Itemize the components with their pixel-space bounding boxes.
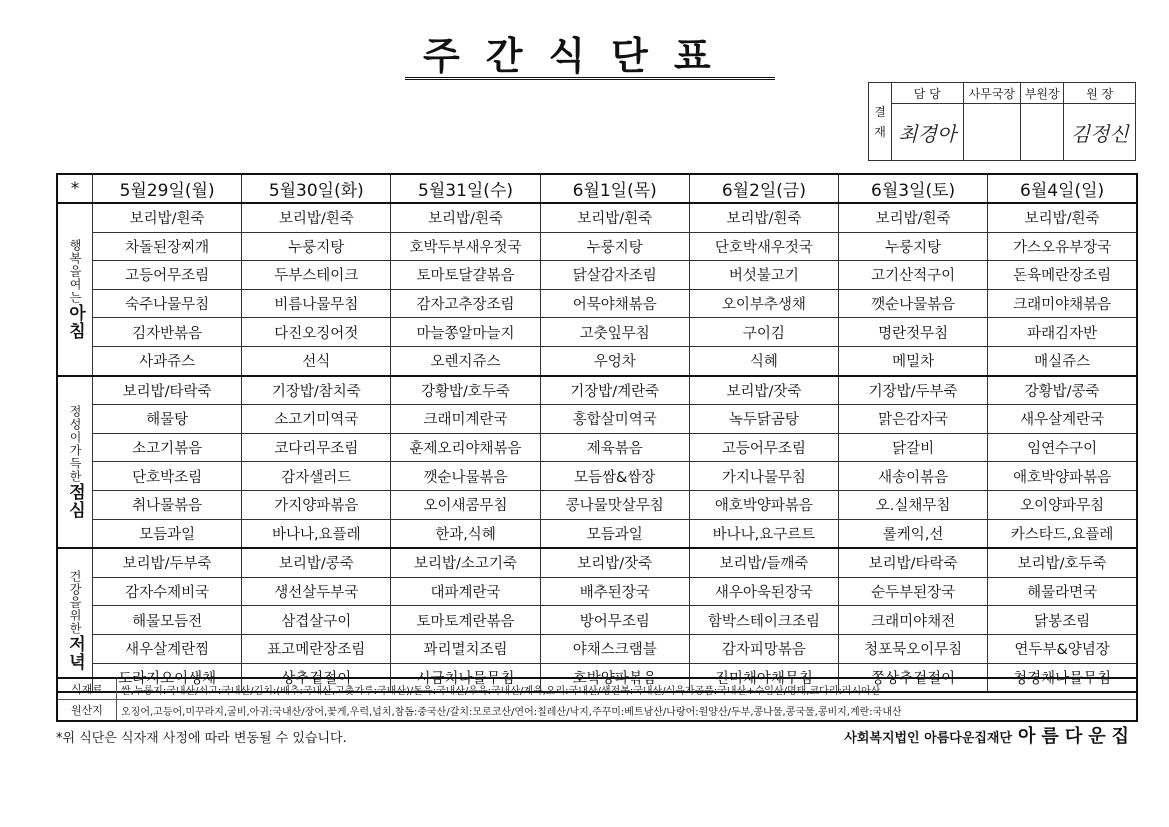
menu-item: 삼겹살구이 [242, 606, 391, 635]
menu-item: 선식 [242, 346, 391, 375]
menu-item: 오이양파무침 [988, 490, 1137, 519]
signature [1021, 104, 1064, 161]
menu-item: 보리밥/잣죽 [689, 376, 838, 405]
menu-item: 오이부추생채 [689, 289, 838, 318]
menu-row [57, 318, 1137, 347]
menu-item: 소고기볶음 [93, 433, 242, 462]
menu-item: 새우살계란찜 [93, 634, 242, 663]
menu-item: 누룽지탕 [839, 232, 988, 261]
menu-item: 청포묵오이무침 [839, 634, 988, 663]
origin-label: 식재료 [57, 678, 117, 700]
menu-item: 표고메란장조림 [242, 634, 391, 663]
date-header: 5월29일(월) [93, 174, 242, 203]
menu-item: 감자샐러드 [242, 462, 391, 491]
origin-line: 쌀,누룽지:국내산/쇠고:국내산/김치:(배추:국내산,고춧가루:국내산)/돈육:국내산/우육:국내산/계육,오리:국내산/생전복:국내산/식육가공품:국내산+수입산/명태,코다리:러시아산 [117, 678, 1138, 700]
signature [963, 104, 1020, 161]
menu-row [57, 203, 1137, 232]
menu-item: 보리밥/흰죽 [391, 203, 540, 232]
menu-item: 도라지오이생채 [93, 663, 242, 692]
menu-item: 롤케익,선 [839, 519, 988, 548]
menu-item: 카스타드,요플레 [988, 519, 1137, 548]
date-header: 5월30일(화) [242, 174, 391, 203]
menu-item: 두부스테이크 [242, 261, 391, 290]
menu-item: 진미채야채무침 [689, 663, 838, 692]
menu-item: 감자피망볶음 [689, 634, 838, 663]
menu-item: 사과쥬스 [93, 346, 242, 375]
organization-name: 사회복지법인 아름다운집재단 아름다운집 [844, 726, 1135, 747]
menu-item: 강황밥/콩죽 [988, 376, 1137, 405]
menu-item: 닭살감자조림 [540, 261, 689, 290]
menu-item: 비름나물무침 [242, 289, 391, 318]
menu-item: 호박두부새우젓국 [391, 232, 540, 261]
menu-row [57, 433, 1137, 462]
menu-item: 청경채나물무침 [988, 663, 1137, 692]
menu-item: 보리밥/흰죽 [839, 203, 988, 232]
weekly-menu-table [56, 173, 1138, 693]
menu-item: 보리밥/흰죽 [93, 203, 242, 232]
corner-cell: * [57, 174, 93, 203]
menu-item: 상추겉절이 [242, 663, 391, 692]
menu-item: 오.실채무침 [839, 490, 988, 519]
menu-item: 기장밥/계란죽 [540, 376, 689, 405]
approval-role: 사무국장 [963, 83, 1020, 104]
menu-row [57, 405, 1137, 434]
menu-item: 가지양파볶음 [242, 490, 391, 519]
date-header: 6월4일(일) [988, 174, 1137, 203]
menu-row [57, 634, 1137, 663]
approval-role: 담 당 [892, 83, 964, 104]
menu-item: 모듬쌈&쌈장 [540, 462, 689, 491]
approval-role: 원 장 [1064, 83, 1136, 104]
menu-item: 단호박조림 [93, 462, 242, 491]
menu-item: 야채스크램블 [540, 634, 689, 663]
change-notice: *위 식단은 식자재 사정에 따라 변동될 수 있습니다. [56, 731, 347, 746]
approval-role: 부원장 [1021, 83, 1064, 104]
menu-item: 깻순나물볶음 [839, 289, 988, 318]
menu-item: 기장밥/참치죽 [242, 376, 391, 405]
menu-item: 고춧잎무침 [540, 318, 689, 347]
menu-item: 해물탕 [93, 405, 242, 434]
menu-item: 바나나,요플레 [242, 519, 391, 548]
menu-item: 애호박양파볶음 [689, 490, 838, 519]
approval-label: 결재 [869, 83, 892, 161]
menu-item: 파래김자반 [988, 318, 1137, 347]
date-header: 6월1일(목) [540, 174, 689, 203]
menu-item: 보리밥/호두죽 [988, 548, 1137, 577]
menu-item: 크래미야채전 [839, 606, 988, 635]
menu-item: 바나나,요구르트 [689, 519, 838, 548]
menu-item: 콩나물맛살무침 [540, 490, 689, 519]
menu-item: 보리밥/두부죽 [93, 548, 242, 577]
origin-label: 원산지 [57, 700, 117, 722]
menu-item: 보리밥/흰죽 [540, 203, 689, 232]
menu-item: 김자반볶음 [93, 318, 242, 347]
meal-label: 행복을여는아침 [57, 203, 93, 376]
menu-item: 구이김 [689, 318, 838, 347]
menu-item: 마늘쫑알마늘지 [391, 318, 540, 347]
menu-item: 매실쥬스 [988, 346, 1137, 375]
menu-item: 한과,식혜 [391, 519, 540, 548]
menu-row [57, 346, 1137, 375]
menu-item: 홍합살미역국 [540, 405, 689, 434]
menu-item: 취나물볶음 [93, 490, 242, 519]
menu-row [57, 289, 1137, 318]
approval-box [868, 82, 1136, 161]
menu-row [57, 519, 1137, 548]
date-header: 6월3일(토) [839, 174, 988, 203]
origin-line: 오징어,고등어,미꾸라지,굴비,아귀:국내산/장어,꽃게,우럭,넙치,참돔:중국산/갈치:모로코산/연어:칠레산/낙지,주꾸미:베트남산/나랑어:원양산/두부,콩나물,콩국물,콩비지,계란:국내산 [117, 700, 1138, 722]
page-title: 주간식단표 [405, 34, 775, 80]
menu-item: 생선살두부국 [242, 577, 391, 606]
menu-item: 보리밥/타락죽 [93, 376, 242, 405]
menu-item: 순두부된장국 [839, 577, 988, 606]
menu-item: 오렌지쥬스 [391, 346, 540, 375]
menu-row [57, 490, 1137, 519]
menu-item: 새송이볶음 [839, 462, 988, 491]
menu-item: 닭봉조림 [988, 606, 1137, 635]
menu-item: 크래미야채볶음 [988, 289, 1137, 318]
menu-item: 강황밥/호두죽 [391, 376, 540, 405]
menu-item: 호박양파볶음 [540, 663, 689, 692]
menu-item: 시금치나물무침 [391, 663, 540, 692]
menu-item: 연두부&양념장 [988, 634, 1137, 663]
menu-item: 대파계란국 [391, 577, 540, 606]
menu-item: 크래미계란국 [391, 405, 540, 434]
menu-item: 보리밥/소고기죽 [391, 548, 540, 577]
menu-item: 고기산적구이 [839, 261, 988, 290]
menu-item: 꽈리멸치조림 [391, 634, 540, 663]
menu-item: 고등어무조림 [93, 261, 242, 290]
menu-item: 새우살계란국 [988, 405, 1137, 434]
menu-item: 코다리무조림 [242, 433, 391, 462]
menu-item: 훈제오리야채볶음 [391, 433, 540, 462]
menu-row [57, 606, 1137, 635]
menu-item: 맑은감자국 [839, 405, 988, 434]
menu-item: 토마토달걀볶음 [391, 261, 540, 290]
menu-item: 가스오유부장국 [988, 232, 1137, 261]
menu-item: 함박스테이크조림 [689, 606, 838, 635]
menu-item: 우엉차 [540, 346, 689, 375]
menu-item: 기장밥/두부죽 [839, 376, 988, 405]
menu-item: 보리밥/흰죽 [689, 203, 838, 232]
menu-item: 모듬과일 [540, 519, 689, 548]
menu-item: 보리밥/흰죽 [242, 203, 391, 232]
menu-item: 누룽지탕 [540, 232, 689, 261]
meal-label: 정성이가득한점심 [57, 376, 93, 549]
menu-item: 애호박양파볶음 [988, 462, 1137, 491]
menu-item: 메밀차 [839, 346, 988, 375]
menu-item: 임연수구이 [988, 433, 1137, 462]
menu-item: 토마토계란볶음 [391, 606, 540, 635]
menu-item: 쫑상추겉절이 [839, 663, 988, 692]
menu-row [57, 376, 1137, 405]
menu-item: 감자고추장조림 [391, 289, 540, 318]
menu-row [57, 548, 1137, 577]
menu-item: 오이새콤무침 [391, 490, 540, 519]
menu-item: 숙주나물무침 [93, 289, 242, 318]
menu-item: 고등어무조림 [689, 433, 838, 462]
menu-item: 명란젓무침 [839, 318, 988, 347]
menu-item: 해물라면국 [988, 577, 1137, 606]
menu-item: 방어무조림 [540, 606, 689, 635]
menu-row [57, 261, 1137, 290]
menu-item: 보리밥/콩죽 [242, 548, 391, 577]
signature: 최경아 [892, 104, 964, 161]
meal-label: 건강을위한저녁 [57, 548, 93, 692]
menu-item: 깻순나물볶음 [391, 462, 540, 491]
date-header: 6월2일(금) [689, 174, 838, 203]
menu-item: 누룽지탕 [242, 232, 391, 261]
menu-item: 녹두닭곰탕 [689, 405, 838, 434]
menu-item: 제육볶음 [540, 433, 689, 462]
origin-table [56, 677, 1138, 722]
menu-item: 감자수제비국 [93, 577, 242, 606]
menu-item: 모듬과일 [93, 519, 242, 548]
menu-item: 소고기미역국 [242, 405, 391, 434]
menu-item: 돈육메란장조림 [988, 261, 1137, 290]
menu-item: 해물모듬전 [93, 606, 242, 635]
menu-item: 단호박새우젓국 [689, 232, 838, 261]
menu-item: 보리밥/타락죽 [839, 548, 988, 577]
menu-item: 버섯불고기 [689, 261, 838, 290]
menu-item: 보리밥/들깨죽 [689, 548, 838, 577]
menu-item: 가지나물무침 [689, 462, 838, 491]
menu-row [57, 577, 1137, 606]
menu-row [57, 232, 1137, 261]
menu-item: 차돌된장찌개 [93, 232, 242, 261]
menu-item: 보리밥/흰죽 [988, 203, 1137, 232]
menu-item: 어묵야채볶음 [540, 289, 689, 318]
menu-item: 식혜 [689, 346, 838, 375]
menu-item: 닭갈비 [839, 433, 988, 462]
date-header: 5월31일(수) [391, 174, 540, 203]
signature: 김정신 [1064, 104, 1136, 161]
menu-item: 다진오징어젓 [242, 318, 391, 347]
menu-item: 보리밥/잣죽 [540, 548, 689, 577]
menu-row [57, 462, 1137, 491]
menu-item: 새우아욱된장국 [689, 577, 838, 606]
menu-item: 배추된장국 [540, 577, 689, 606]
